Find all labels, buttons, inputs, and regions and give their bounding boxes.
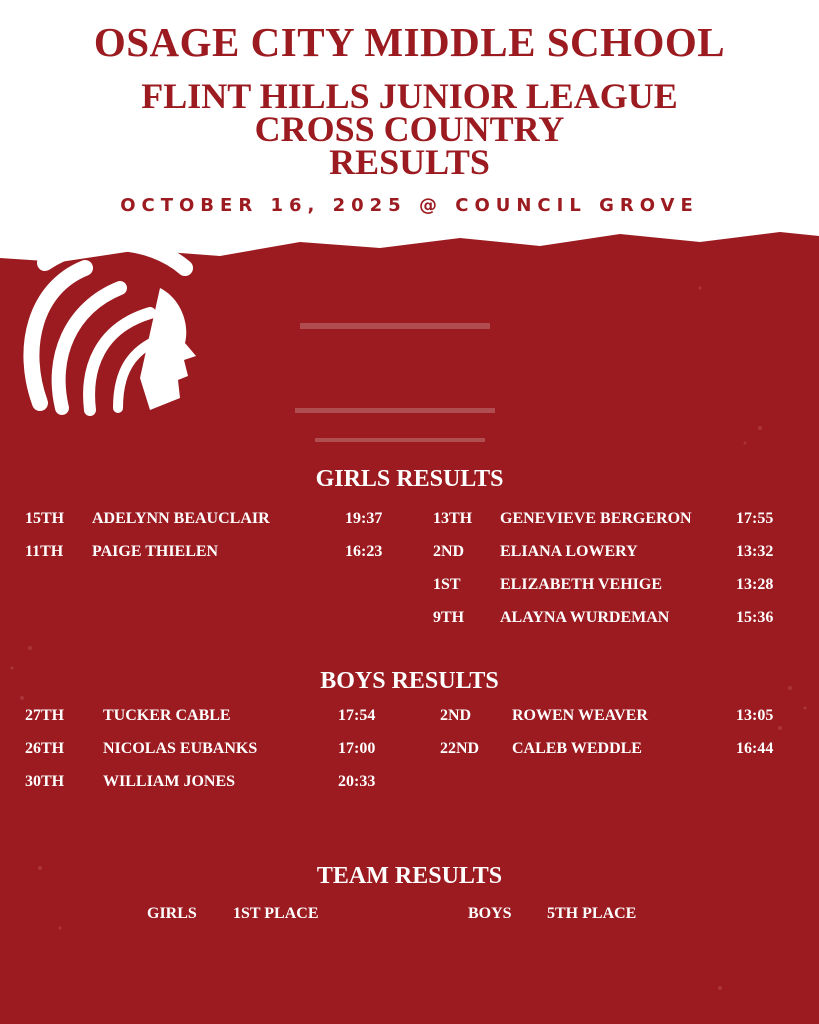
date-location: OCTOBER 16, 2025 @ COUNCIL GROVE (120, 195, 699, 216)
league-title (0, 76, 819, 182)
team-girls-place: 1ST PLACE (233, 905, 319, 922)
result-name: ELIANA LOWERY (500, 543, 638, 560)
result-time: 13:05 (736, 707, 774, 724)
league-title-line3: RESULTS (329, 142, 490, 182)
indian-head-logo-icon (0, 228, 210, 428)
result-time: 13:28 (736, 576, 774, 593)
result-time: 17:54 (338, 707, 376, 724)
result-name: CALEB WEDDLE (512, 740, 642, 757)
result-place: 27TH (25, 707, 65, 724)
result-place: 30TH (25, 773, 65, 790)
result-place: 11TH (25, 543, 64, 560)
result-place: 22ND (440, 740, 480, 757)
result-time: 13:32 (736, 543, 774, 560)
result-time: 16:44 (736, 740, 774, 757)
results-panel (0, 228, 819, 1024)
team-boys-label: BOYS (468, 905, 512, 922)
result-place: 2ND (440, 707, 472, 724)
result-name: ELIZABETH VEHIGE (500, 576, 662, 593)
result-time: 17:00 (338, 740, 376, 757)
result-name: GENEVIEVE BERGERON (500, 510, 692, 527)
result-time: 19:37 (345, 510, 383, 527)
result-name: WILLIAM JONES (103, 773, 236, 790)
result-time: 16:23 (345, 543, 383, 560)
result-place: 15TH (25, 510, 65, 527)
result-name: PAIGE THIELEN (92, 543, 219, 560)
result-place: 2ND (433, 543, 465, 560)
boys-results-title: BOYS RESULTS (320, 668, 499, 694)
result-place: 1ST (433, 576, 461, 593)
girls-results-title: GIRLS RESULTS (315, 466, 504, 492)
result-name: ALAYNA WURDEMAN (500, 609, 670, 626)
result-name: ADELYNN BEAUCLAIR (92, 510, 270, 527)
result-name: ROWEN WEAVER (512, 707, 648, 724)
team-boys-place: 5TH PLACE (547, 905, 637, 922)
result-place: 9TH (433, 609, 465, 626)
header (0, 0, 819, 240)
team-results-title: TEAM RESULTS (316, 863, 503, 889)
school-title: OSAGE CITY MIDDLE SCHOOL (93, 19, 726, 65)
result-name: TUCKER CABLE (103, 707, 231, 724)
team-girls-label: GIRLS (147, 905, 197, 922)
result-place: 13TH (433, 510, 473, 527)
result-time: 15:36 (736, 609, 774, 626)
result-place: 26TH (25, 740, 65, 757)
league-title-line2: CROSS COUNTRY (254, 109, 565, 149)
result-time: 20:33 (338, 773, 376, 790)
result-time: 17:55 (736, 510, 774, 527)
league-title-line1: FLINT HILLS JUNIOR LEAGUE (141, 76, 678, 116)
result-name: NICOLAS EUBANKS (103, 740, 258, 757)
